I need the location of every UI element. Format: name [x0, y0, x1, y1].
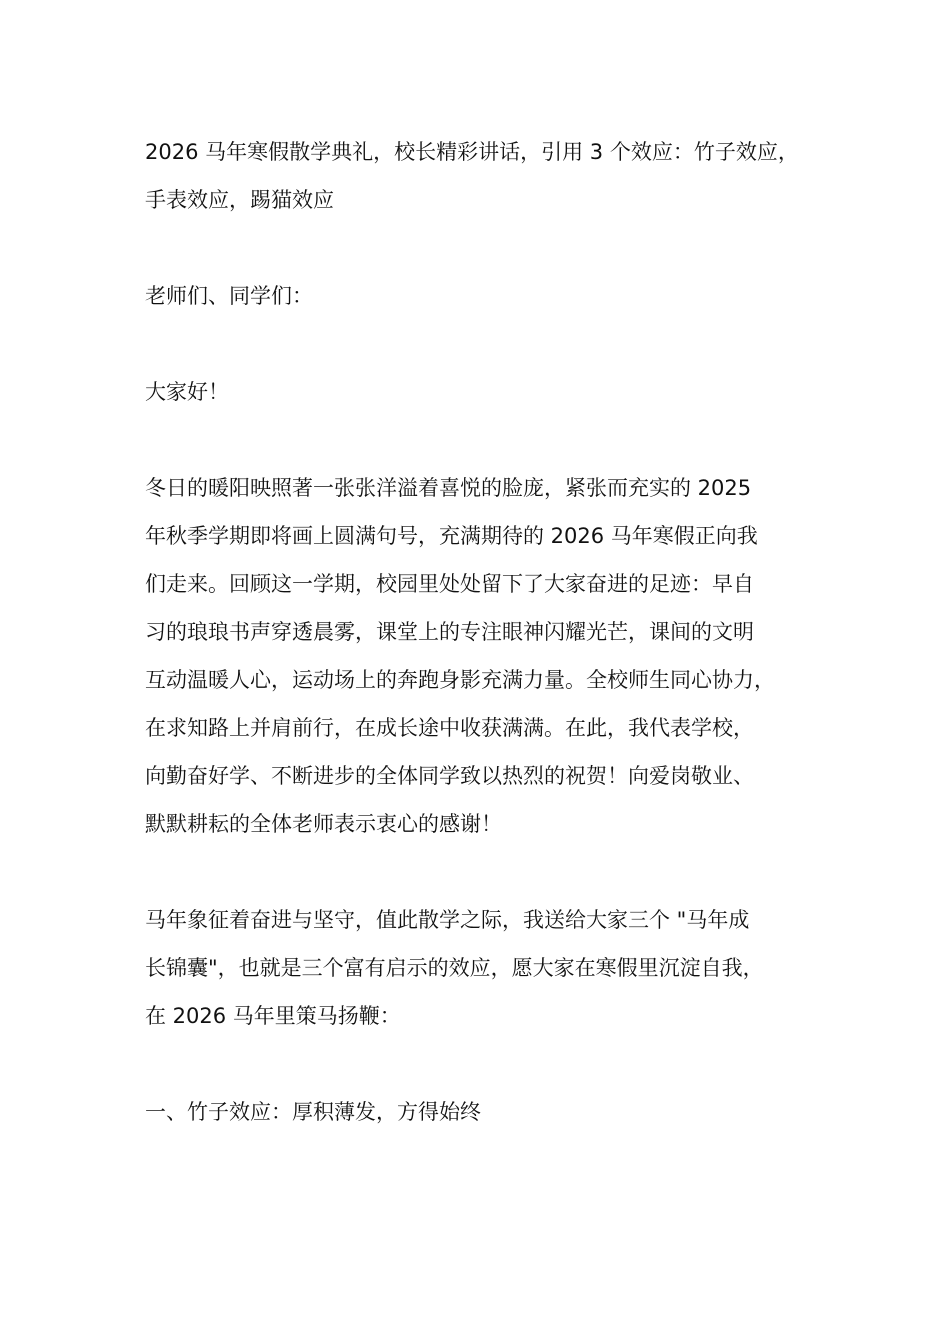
section-heading-bamboo-effect: 一、竹子效应：厚积薄发，方得始终	[145, 1100, 481, 1124]
salutation: 老师们、同学们：	[145, 284, 313, 308]
paragraph-gifts	[145, 896, 835, 1040]
text-line: 习的琅琅书声穿透晨雾，课堂上的专注眼神闪耀光芒，课间的文明	[145, 620, 754, 644]
text-line: 互动温暖人心，运动场上的奔跑身影充满力量。全校师生同心协力，	[145, 668, 775, 692]
paragraph-spacer	[145, 1040, 835, 1088]
text-line: 们走来。回顾这一学期，校园里处处留下了大家奋进的足迹：早自	[145, 572, 754, 596]
document-title	[145, 128, 835, 224]
paragraph-spacer	[145, 224, 835, 272]
paragraph-spacer	[145, 416, 835, 464]
text-line: 冬日的暖阳映照著一张张洋溢着喜悦的脸庞，紧张而充实的 2025	[145, 476, 752, 500]
text-line: 向勤奋好学、不断进步的全体同学致以热烈的祝贺！向爱岗敬业、	[145, 764, 754, 788]
title-line: 2026 马年寒假散学典礼，校长精彩讲话，引用 3 个效应：竹子效应，	[145, 140, 799, 164]
text-line: 马年象征着奋进与坚守，值此散学之际，我送给大家三个 "马年成	[145, 908, 750, 932]
greeting: 大家好！	[145, 380, 229, 404]
paragraph-intro	[145, 464, 835, 848]
title-line: 手表效应，踢猫效应	[145, 188, 334, 212]
paragraph-spacer	[145, 848, 835, 896]
text-line: 年秋季学期即将画上圆满句号，充满期待的 2026 马年寒假正向我	[145, 524, 758, 548]
text-line: 在求知路上并肩前行，在成长途中收获满满。在此，我代表学校，	[145, 716, 754, 740]
document-body	[145, 128, 835, 1136]
text-line: 默默耕耘的全体老师表示衷心的感谢！	[145, 812, 502, 836]
text-line: 在 2026 马年里策马扬鞭：	[145, 1004, 401, 1028]
text-line: 长锦囊"，也就是三个富有启示的效应，愿大家在寒假里沉淀自我，	[145, 956, 764, 980]
paragraph-spacer	[145, 320, 835, 368]
